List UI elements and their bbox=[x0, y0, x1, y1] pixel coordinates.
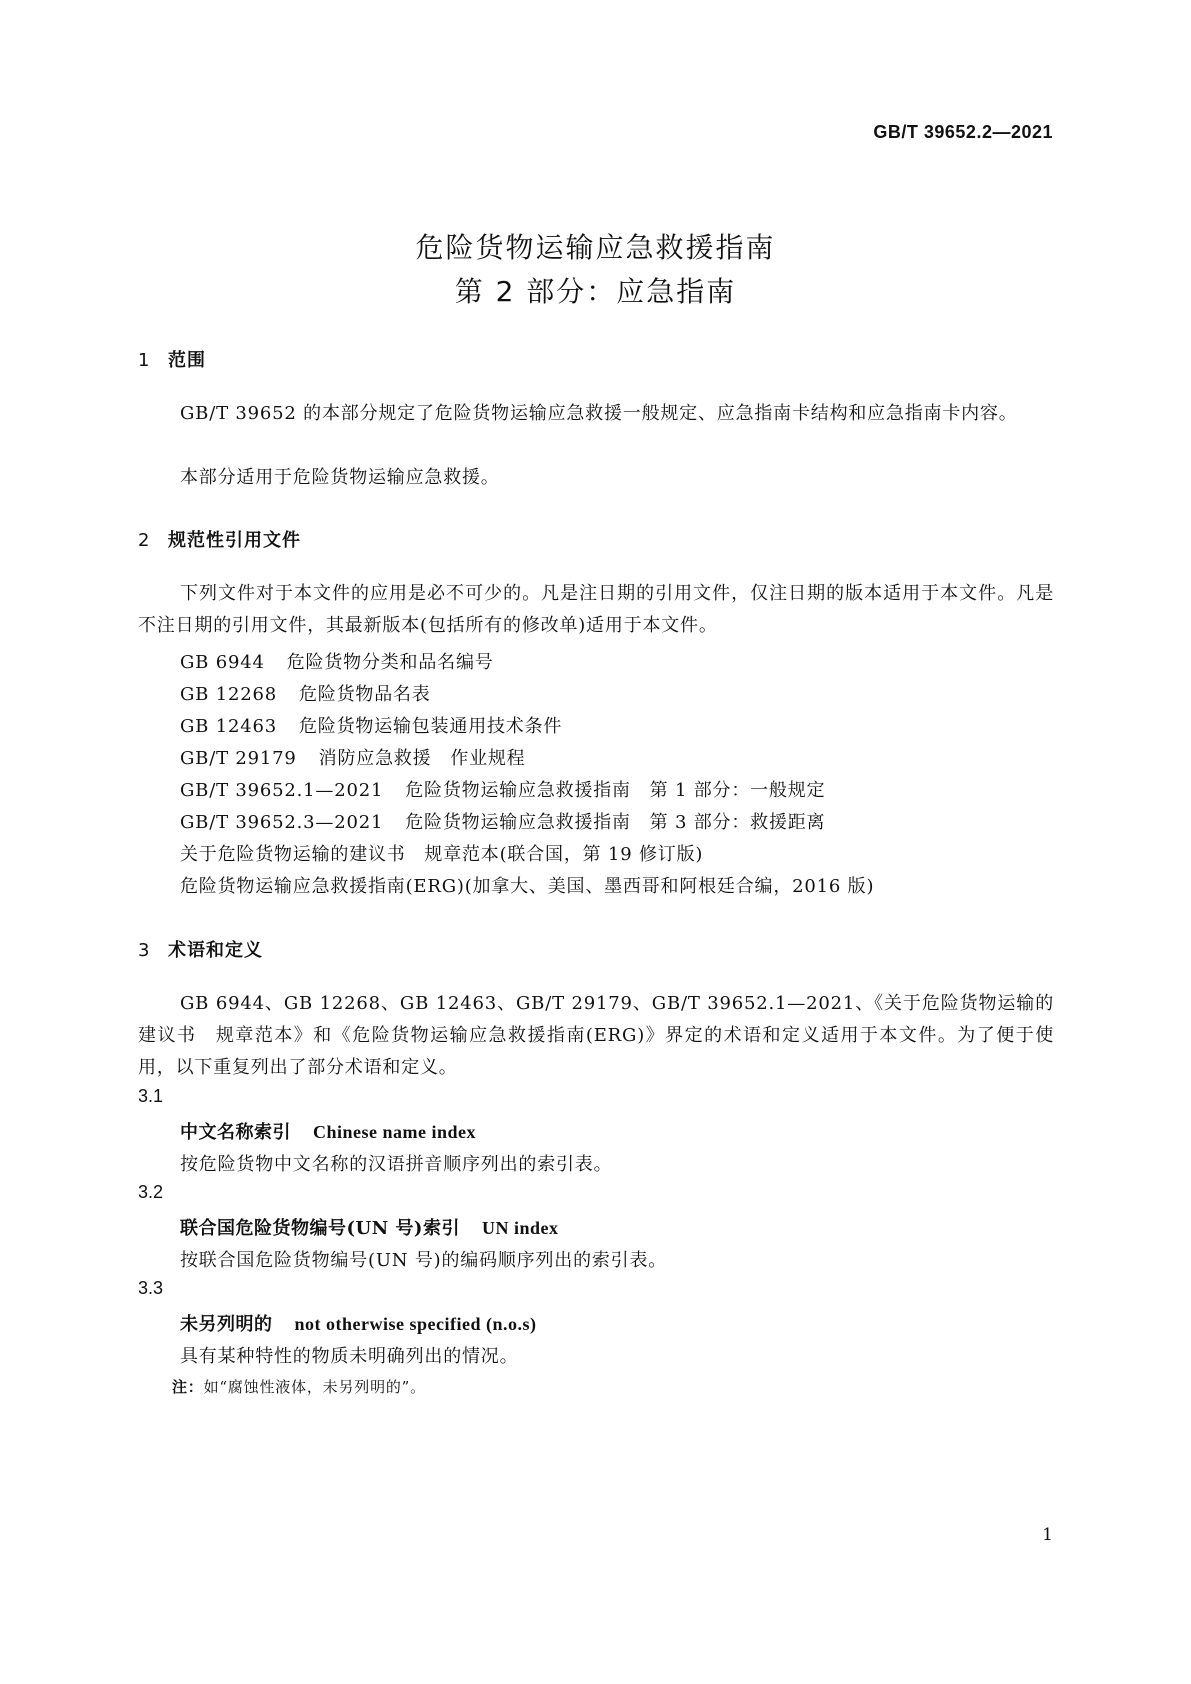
section-2-heading bbox=[138, 526, 301, 552]
standard-number: GB/T 39652.2—2021 bbox=[873, 122, 1053, 142]
document-subtitle: 第 2 部分：应急指南 bbox=[454, 275, 737, 308]
term-cn: 联合国危险货物编号(UN 号)索引 bbox=[180, 1218, 460, 1239]
term-definition: 按危险货物中文名称的汉语拼音顺序列出的索引表。 bbox=[180, 1154, 613, 1175]
reference-item bbox=[180, 712, 562, 738]
note-label: 注： bbox=[172, 1378, 204, 1396]
reference-code: GB 12463 bbox=[180, 716, 277, 737]
section-title: 范围 bbox=[168, 350, 206, 371]
reference-code: GB 6944 bbox=[180, 652, 265, 673]
reference-title: 消防应急救援 作业规程 bbox=[318, 748, 526, 769]
reference-title: 危险货物运输应急救援指南 第 1 部分：一般规定 bbox=[405, 780, 826, 801]
reference-title: 危险货物运输应急救援指南 第 3 部分：救援距离 bbox=[405, 812, 826, 833]
terms-intro: GB 6944、GB 12268、GB 12463、GB/T 29179、GB/T 39652.1—2021、《关于危险货物运输的建议书 规章范本》和《危险货物运输应急救援指南(ERG)》界定的术语和定义适用于本文件。为了便于使用，以下重复列出了部分术语和定义。 bbox=[138, 993, 1054, 1078]
reference-title: 危险货物运输应急救援指南(ERG)(加拿大、美国、墨西哥和阿根廷合编，2016 版) bbox=[180, 876, 875, 897]
term-en: UN index bbox=[481, 1218, 559, 1238]
reference-code: GB 12268 bbox=[180, 684, 277, 705]
reference-title: 危险货物分类和品名编号 bbox=[286, 652, 494, 673]
reference-title: 危险货物运输包装通用技术条件 bbox=[299, 716, 563, 737]
reference-code: GB/T 39652.1—2021 bbox=[180, 780, 384, 801]
reference-item bbox=[180, 872, 874, 898]
term-definition: 按联合国危险货物编号(UN 号)的编码顺序列出的索引表。 bbox=[180, 1250, 668, 1271]
reference-item bbox=[180, 680, 431, 706]
section-title: 术语和定义 bbox=[168, 940, 263, 961]
references-intro: 下列文件对于本文件的应用是必不可少的。凡是注日期的引用文件，仅注日期的版本适用于本文件。凡是不注日期的引用文件，其最新版本(包括所有的修改单)适用于本文件。 bbox=[138, 583, 1054, 636]
reference-code: GB/T 29179 bbox=[180, 748, 297, 769]
term-heading bbox=[180, 1310, 536, 1336]
scope-applicability: 本部分适用于危险货物运输应急救援。 bbox=[180, 467, 500, 488]
reference-item bbox=[180, 744, 525, 770]
reference-code: GB/T 39652.3—2021 bbox=[180, 812, 384, 833]
term-en: not otherwise specified (n.o.s) bbox=[294, 1314, 537, 1334]
section-number: 3 bbox=[138, 940, 151, 961]
document-title: 危险货物运输应急救援指南 bbox=[415, 231, 776, 264]
section-1-heading bbox=[138, 346, 206, 372]
clause-number: 3.2 bbox=[138, 1182, 164, 1202]
scope-paragraph: GB/T 39652 的本部分规定了危险货物运输应急救援一般规定、应急指南卡结构和应急指南卡内容。 bbox=[180, 403, 1018, 424]
reference-title: 关于危险货物运输的建议书 规章范本(联合国，第 19 修订版) bbox=[180, 844, 704, 865]
section-title: 规范性引用文件 bbox=[168, 530, 301, 551]
term-en: Chinese name index bbox=[313, 1122, 477, 1142]
clause-number: 3.1 bbox=[138, 1086, 164, 1106]
reference-item bbox=[180, 776, 825, 802]
section-number: 1 bbox=[138, 350, 151, 371]
term-cn: 未另列明的 bbox=[180, 1314, 273, 1335]
term-cn: 中文名称索引 bbox=[180, 1122, 291, 1143]
page-number: 1 bbox=[1042, 1525, 1053, 1545]
reference-item bbox=[180, 648, 494, 674]
reference-item bbox=[180, 808, 825, 834]
reference-item bbox=[180, 840, 703, 866]
term-heading bbox=[180, 1214, 558, 1240]
reference-title: 危险货物品名表 bbox=[299, 684, 431, 705]
term-note bbox=[172, 1376, 426, 1397]
clause-number: 3.3 bbox=[138, 1278, 164, 1298]
term-definition: 具有某种特性的物质未明确列出的情况。 bbox=[180, 1346, 519, 1367]
section-number: 2 bbox=[138, 530, 151, 551]
note-text: 如“腐蚀性液体，未另列明的”。 bbox=[203, 1378, 426, 1396]
section-3-heading bbox=[138, 936, 263, 962]
term-heading bbox=[180, 1118, 476, 1144]
